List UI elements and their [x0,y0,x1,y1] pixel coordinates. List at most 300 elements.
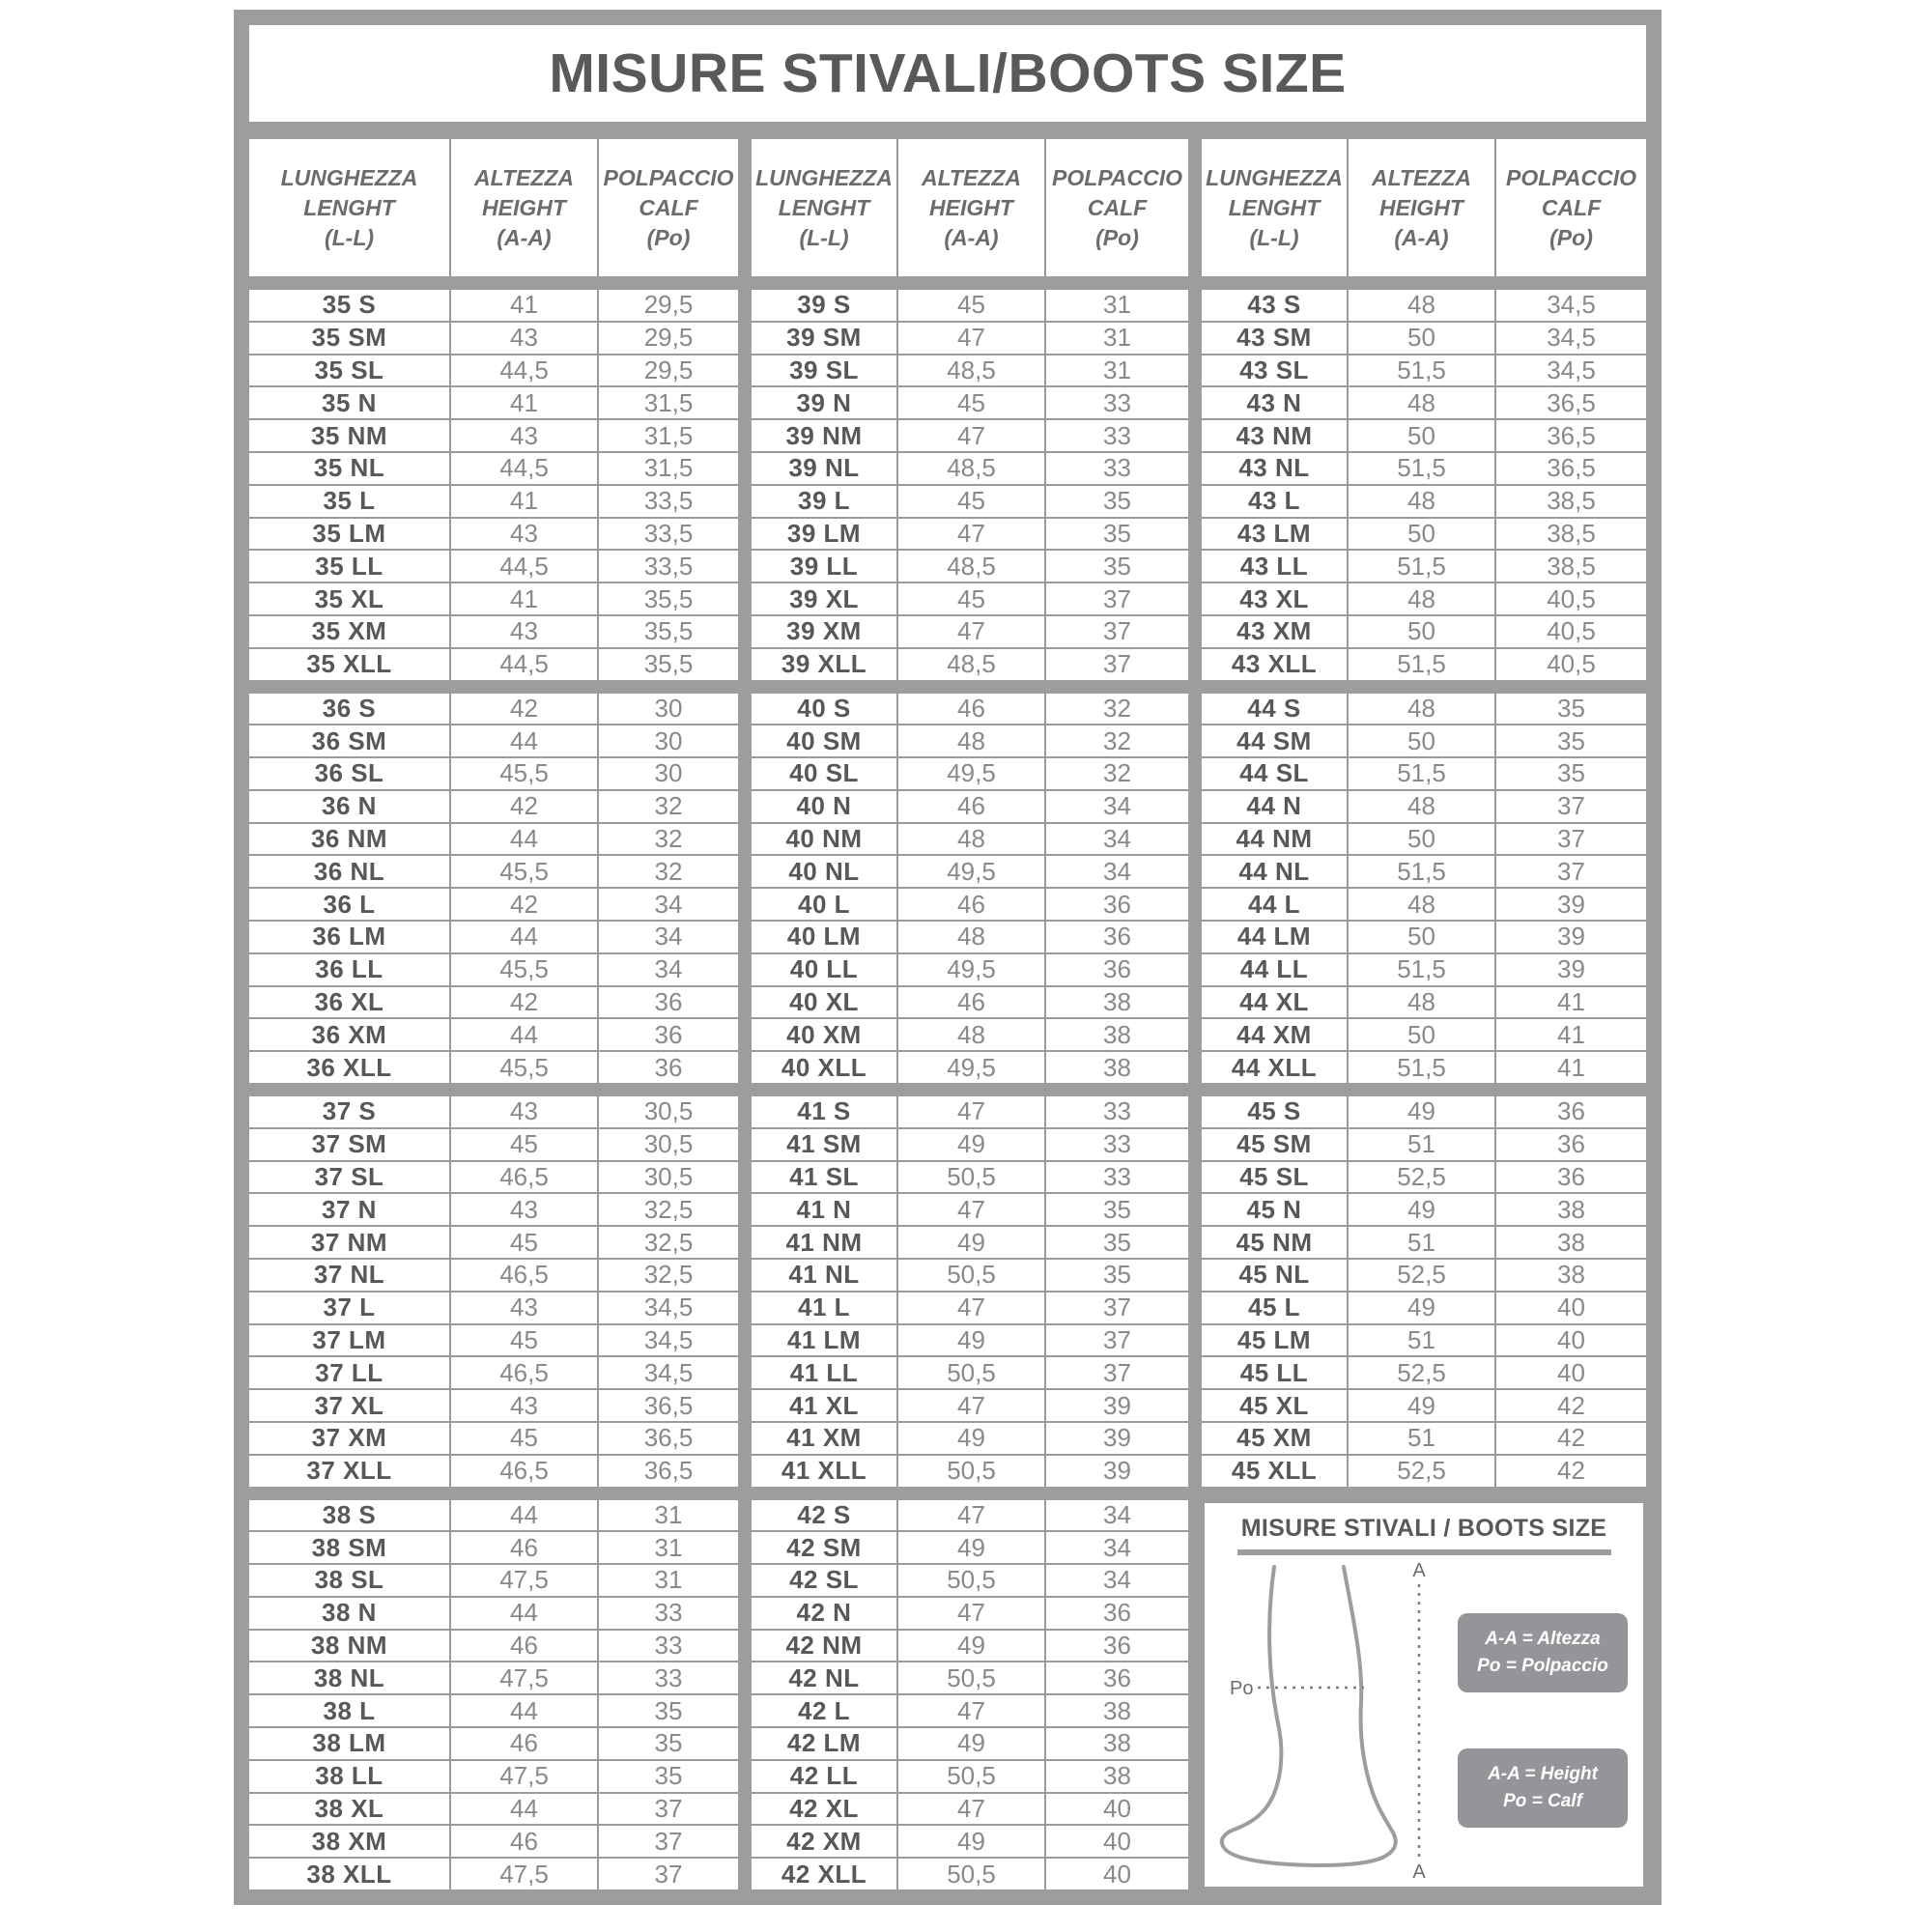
size-cell: 44 SL [1239,758,1309,788]
height-cell: 47 [896,616,1044,647]
calf-cell: 38 [1044,1052,1188,1083]
calf-cell: 29,5 [597,323,738,354]
size-cell: 35 LM [312,518,386,548]
table-row [249,418,738,451]
calf-cell: 31 [1044,323,1188,354]
table-row [752,1323,1188,1356]
table-row [249,1192,738,1225]
table-row [1202,549,1646,582]
height-cell: 49 [896,1227,1044,1258]
height-cell: 51,5 [1347,1052,1494,1083]
height-cell: 49 [896,1532,1044,1563]
table-row [752,920,1188,952]
table-row [752,582,1188,614]
size-cell: 38 SM [311,1532,387,1562]
table-row [249,1323,738,1356]
calf-cell: 34 [597,954,738,985]
height-cell: 51,5 [1347,453,1494,484]
table-row [249,1388,738,1421]
height-cell: 47,5 [449,1859,597,1889]
calf-cell: 33,5 [597,551,738,582]
size-cell: 39 XL [789,583,859,613]
table-row [1202,756,1646,789]
calf-cell: 35,5 [597,583,738,614]
calf-cell: 37 [597,1826,738,1857]
height-cell: 49 [896,1826,1044,1857]
table-row [752,1017,1188,1050]
size-cell: 41 S [797,1096,851,1126]
size-cell: 45 SM [1236,1129,1312,1159]
height-cell: 46,5 [449,1260,597,1291]
size-block-37 [249,1096,738,1487]
height-cell: 51,5 [1347,551,1494,582]
height-cell: 50,5 [896,1859,1044,1889]
table-row [752,822,1188,855]
size-cell: 38 S [322,1499,377,1529]
table-row [1202,789,1646,822]
text-line: CALF [639,194,698,220]
calf-cell: 29,5 [597,355,738,386]
size-cell: 44 S [1247,693,1301,723]
calf-cell: 38 [1044,1761,1188,1792]
size-cell: 36 S [322,693,377,723]
header-length [1202,139,1347,276]
height-cell: 44,5 [449,649,597,680]
size-cell: 40 NL [788,856,860,886]
height-cell: 50,5 [896,1162,1044,1193]
height-cell: 50,5 [896,1662,1044,1693]
size-cell: 37 N [322,1194,377,1224]
height-cell: 47 [896,323,1044,354]
size-cell: 44 LL [1239,954,1309,984]
table-row [249,1421,738,1454]
table-row [752,1726,1188,1759]
size-cell: 37 XLL [306,1456,392,1486]
size-cell: 36 XL [314,987,384,1017]
text-line: LUNGHEZZA [280,164,418,190]
text-line: (L-L) [799,224,849,250]
table-row [752,647,1188,680]
header-length [249,139,449,276]
height-cell: 52,5 [1347,1162,1494,1193]
height-cell: 50,5 [896,1565,1044,1596]
calf-cell: 35 [597,1761,738,1792]
legend-box [1202,1500,1646,1890]
table-row [752,1388,1188,1421]
legend-key-italian [1458,1613,1628,1692]
calf-cell: 41 [1494,1052,1646,1083]
calf-cell: 36,5 [597,1423,738,1454]
calf-cell: 31,5 [597,420,738,451]
size-cell: 37 XM [311,1423,387,1453]
text-line: POLPACCIO [603,164,734,190]
calf-cell: 38,5 [1494,486,1646,517]
size-cell: 41 N [796,1194,852,1224]
size-cell: 38 LM [312,1728,386,1758]
calf-cell: 36 [597,1019,738,1050]
size-cell: 37 XL [314,1390,384,1420]
table-row [752,1127,1188,1160]
table-row [1202,321,1646,354]
size-block-40 [752,694,1188,1084]
size-cell: 39 SL [789,355,859,384]
height-cell: 47 [896,1096,1044,1127]
calf-cell: 35 [597,1695,738,1726]
calf-cell: 36,5 [597,1390,738,1421]
table-row [249,887,738,920]
table-column-1 [249,139,738,1889]
table-row [1202,952,1646,985]
height-cell: 50 [1347,725,1494,756]
table-row [249,1225,738,1258]
table-row [1202,1127,1646,1160]
size-block-43 [1202,290,1646,680]
size-cell: 43 XL [1239,583,1309,613]
size-chart-frame [234,10,1662,1905]
size-cell: 45 XLL [1231,1456,1318,1486]
height-cell: 42 [449,791,597,822]
calf-cell: 35,5 [597,616,738,647]
size-cell: 42 S [797,1499,851,1529]
calf-cell: 37 [597,1859,738,1889]
table-row [249,1563,738,1596]
calf-cell: 33 [1044,453,1188,484]
table-row [249,1759,738,1792]
size-cell: 44 N [1246,791,1302,821]
table-column-2 [752,139,1188,1889]
table-row [249,1726,738,1759]
size-cell: 37 LM [312,1324,386,1354]
calf-cell: 31,5 [597,453,738,484]
height-cell: 48 [896,824,1044,855]
size-cell: 36 XM [311,1019,387,1049]
table-row [1202,1017,1646,1050]
height-cell: 49 [1347,1194,1494,1225]
height-cell: 50 [1347,420,1494,451]
calf-cell: 39 [1044,1390,1188,1421]
calf-cell: 38 [1494,1227,1646,1258]
table-row [1202,1160,1646,1193]
table-row [1202,354,1646,386]
height-cell: 41 [449,290,597,321]
calf-cell: 34 [597,922,738,952]
calf-cell: 33 [1044,420,1188,451]
height-cell: 51,5 [1347,954,1494,985]
height-cell: 51 [1347,1423,1494,1454]
table-row [752,756,1188,789]
table-row [752,1824,1188,1857]
height-cell: 47,5 [449,1565,597,1596]
table-row [752,1530,1188,1563]
size-cell: 35 NL [313,453,385,483]
text-line: CALF [1087,194,1148,220]
calf-cell: 37 [597,1794,738,1825]
size-cell: 42 XM [786,1826,862,1856]
height-cell: 51,5 [1347,758,1494,789]
table-row [752,985,1188,1018]
height-cell: 44 [449,1019,597,1050]
header-length [752,139,896,276]
size-block-36 [249,694,738,1084]
height-cell: 42 [449,694,597,724]
size-block-42 [752,1500,1188,1890]
size-cell: 40 SM [786,725,862,755]
table-row [752,1421,1188,1454]
table-row [752,694,1188,724]
height-cell: 45,5 [449,758,597,789]
calf-cell: 35 [1494,725,1646,756]
calf-cell: 36,5 [1494,420,1646,451]
table-row [249,549,738,582]
size-cell: 41 XL [789,1390,859,1420]
calf-cell: 32,5 [597,1227,738,1258]
legend-key-english [1458,1748,1628,1828]
calf-cell: 34 [1044,1532,1188,1563]
table-row [752,1258,1188,1291]
text-line: LUNGHEZZA [1206,164,1343,190]
size-cell: 41 L [797,1293,851,1322]
height-cell: 50,5 [896,1357,1044,1388]
size-cell: 43 NM [1236,420,1313,450]
table-header [752,139,1188,276]
size-cell: 37 NM [310,1227,388,1257]
height-cell: 47 [896,1390,1044,1421]
size-cell: 45 XM [1236,1423,1312,1453]
size-cell: 40 LM [786,922,862,952]
table-row [752,290,1188,321]
height-cell: 42 [449,987,597,1018]
height-cell: 48 [1347,583,1494,614]
calf-cell: 38 [1494,1260,1646,1291]
text-line: LENGHT [303,194,395,220]
size-cell: 37 S [322,1096,377,1126]
page-title: MISURE STIVALI/BOOTS SIZE [549,43,1347,104]
table-row [752,1792,1188,1825]
height-cell: 41 [449,583,597,614]
height-cell: 48 [1347,387,1494,418]
calf-cell: 37 [1044,1293,1188,1323]
size-cell: 38 N [322,1598,377,1628]
height-cell: 44 [449,725,597,756]
table-row [249,756,738,789]
size-cell: 44 SM [1236,725,1312,755]
table-row [1202,1323,1646,1356]
table-row [249,1824,738,1857]
height-cell: 44 [449,1695,597,1726]
height-cell: 49 [1347,1293,1494,1323]
size-cell: 38 XLL [306,1859,392,1889]
calf-cell: 40 [1494,1357,1646,1388]
table-row [1202,822,1646,855]
height-cell: 46 [896,791,1044,822]
table-row [752,1759,1188,1792]
size-cell: 41 LM [786,1324,862,1354]
table-row [752,1629,1188,1662]
size-cell: 36 L [323,889,376,919]
height-cell: 49 [1347,1390,1494,1421]
text-line: (A-A) [1394,224,1449,250]
calf-cell: 36 [1044,1662,1188,1693]
calf-cell: 41 [1494,1019,1646,1050]
height-cell: 43 [449,1390,597,1421]
calf-cell: 32 [1044,725,1188,756]
height-cell: 51,5 [1347,856,1494,887]
size-cell: 36 XLL [306,1052,392,1082]
height-cell: 48,5 [896,551,1044,582]
size-cell: 45 L [1247,1293,1301,1322]
calf-cell: 40,5 [1494,616,1646,647]
size-cell: 40 S [797,693,851,723]
calf-cell: 38 [1494,1194,1646,1225]
table-row [249,385,738,418]
table-row [249,694,738,724]
calf-cell: 40 [1044,1794,1188,1825]
header-calf [1494,139,1646,276]
size-cell: 43 SM [1236,323,1312,353]
height-cell: 44,5 [449,355,597,386]
calf-cell: 30,5 [597,1162,738,1193]
text-line: CALF [1541,194,1602,220]
calf-cell: 34 [597,889,738,920]
table-row [1202,920,1646,952]
table-row [752,1661,1188,1693]
height-cell: 52,5 [1347,1260,1494,1291]
height-cell: 44,5 [449,551,597,582]
table-row [249,789,738,822]
height-cell: 47 [896,1695,1044,1726]
text-line: POLPACCIO [1505,164,1637,190]
size-cell: 39 NL [788,453,860,483]
calf-cell: 30,5 [597,1129,738,1160]
calf-cell: 36 [1044,1598,1188,1629]
size-cell: 42 SM [786,1532,862,1562]
table-row [249,582,738,614]
chart-title-box [249,25,1646,122]
size-cell: 36 LM [312,922,386,952]
calf-cell: 36 [1044,922,1188,952]
size-cell: 42 NM [785,1631,863,1661]
leg-outline [1222,1567,1396,1865]
calf-cell: 36 [597,987,738,1018]
size-cell: 35 XL [314,583,384,613]
size-cell: 37 SM [311,1129,387,1159]
size-cell: 45 S [1247,1096,1301,1126]
size-cell: 42 XL [789,1794,859,1824]
table-row [1202,385,1646,418]
table-row [249,1160,738,1193]
table-row [752,1291,1188,1323]
table-row [1202,484,1646,517]
calf-cell: 31,5 [597,387,738,418]
size-cell: 39 LL [789,551,859,581]
height-cell: 48,5 [896,649,1044,680]
height-cell: 50 [1347,323,1494,354]
calf-cell: 40 [1044,1859,1188,1889]
size-block-35 [249,290,738,680]
header-height [1347,139,1494,276]
calf-cell: 37 [1044,1325,1188,1356]
size-cell: 38 NM [310,1631,388,1661]
height-cell: 45 [449,1423,597,1454]
table-row [249,724,738,756]
table-row [1202,1192,1646,1225]
size-cell: 36 LL [315,954,384,984]
size-cell: 43 LL [1239,551,1309,581]
size-cell: 43 L [1247,486,1301,516]
height-cell: 46 [449,1826,597,1857]
size-cell: 41 SM [786,1129,862,1159]
calf-cell: 37 [1044,1357,1188,1388]
size-cell: 42 LM [786,1728,862,1758]
size-cell: 36 SM [311,725,387,755]
table-row [249,1661,738,1693]
table-row [249,290,738,321]
height-cell: 48 [896,922,1044,952]
calf-cell: 35,5 [597,649,738,680]
calf-cell: 33 [597,1598,738,1629]
size-cell: 38 SL [314,1565,384,1595]
text-line: (L-L) [324,224,375,250]
table-row [752,484,1188,517]
calf-cell: 39 [1494,954,1646,985]
table-row [249,920,738,952]
height-cell: 46,5 [449,1162,597,1193]
size-cell: 35 NM [310,420,388,450]
table-row [1202,614,1646,647]
height-cell: 51 [1347,1227,1494,1258]
height-cell: 45 [449,1227,597,1258]
legend-keys [1458,1613,1628,1828]
calf-cell: 32 [597,791,738,822]
calf-cell: 31 [597,1500,738,1531]
size-cell: 44 XM [1236,1019,1312,1049]
table-row [249,1454,738,1487]
calf-cell: 39 [1494,922,1646,952]
size-cell: 45 NL [1238,1260,1310,1290]
size-cell: 41 SL [789,1161,859,1191]
table-row [249,484,738,517]
calf-cell: 36 [1044,889,1188,920]
table-row [249,1050,738,1083]
size-cell: 44 XL [1239,987,1309,1017]
text-line: LUNGHEZZA [755,164,893,190]
calf-cell: 39 [1494,889,1646,920]
text-line: LENGHT [778,194,870,220]
text-line: Po = Polpaccio [1477,1655,1608,1676]
calf-cell: 34,5 [597,1293,738,1323]
size-cell: 40 L [797,889,851,919]
calf-cell: 33 [1044,1096,1188,1127]
size-cell: 45 NM [1236,1227,1313,1257]
size-cell: 41 XM [786,1423,862,1453]
text-line: ALTEZZA [921,164,1022,190]
calf-cell: 33,5 [597,519,738,550]
height-cell: 45,5 [449,856,597,887]
table-row [752,1500,1188,1531]
size-cell: 40 LL [789,954,859,984]
height-cell: 47 [896,1598,1044,1629]
height-cell: 47 [896,1794,1044,1825]
calf-cell: 36 [597,1052,738,1083]
text-line: HEIGHT [929,194,1013,220]
table-row [249,1629,738,1662]
size-block-45 [1202,1096,1646,1487]
table-row [752,354,1188,386]
size-cell: 35 XLL [306,649,392,679]
size-cell: 35 L [323,486,376,516]
calf-cell: 36 [1494,1129,1646,1160]
table-row [1202,887,1646,920]
